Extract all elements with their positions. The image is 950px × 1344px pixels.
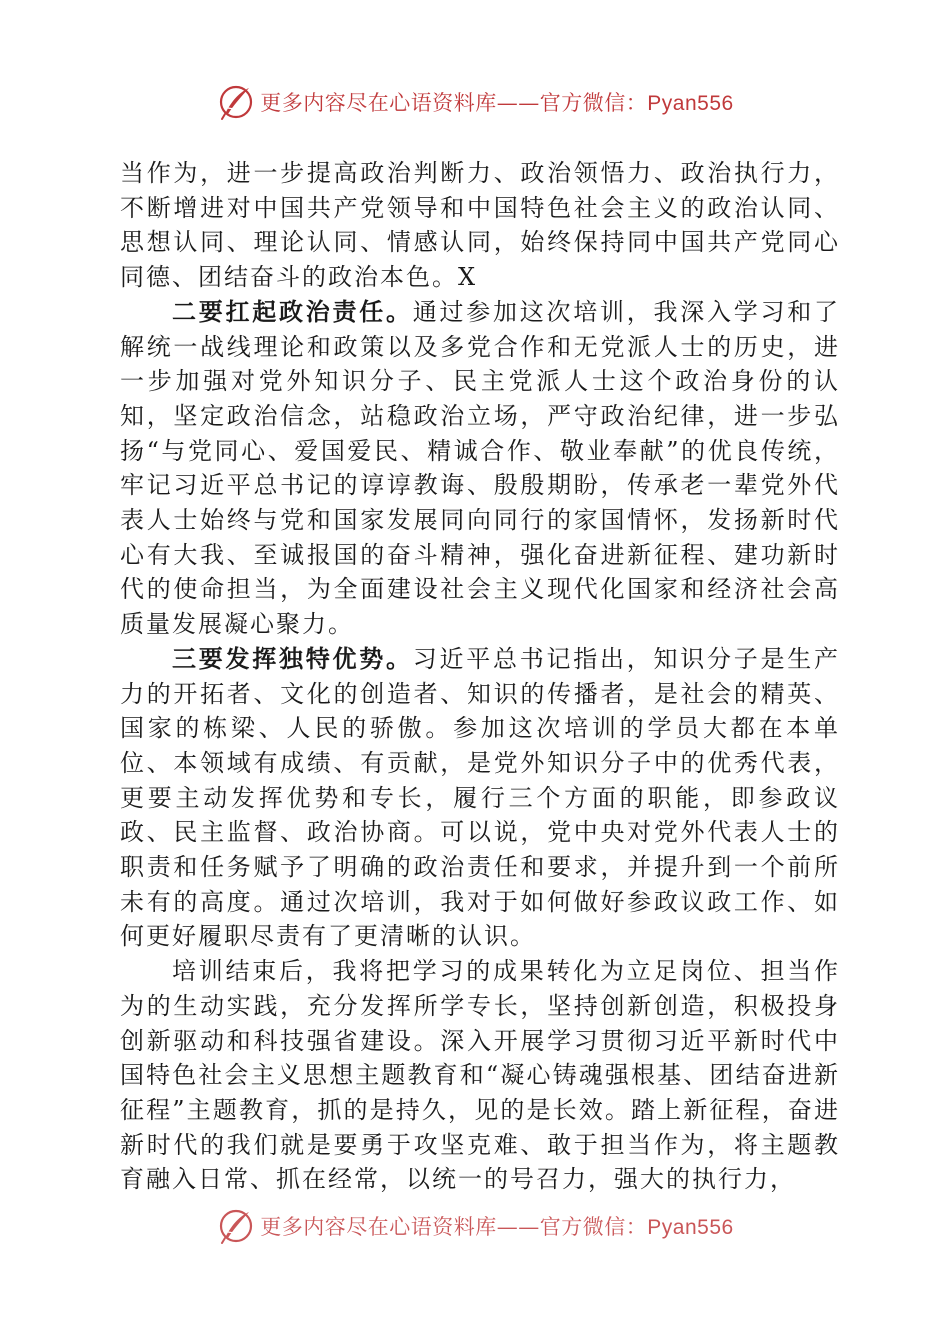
- watermark-label: 官方微信：: [539, 1215, 648, 1239]
- header-watermark: [0, 80, 950, 124]
- paragraph-text: 培训结束后，我将把学习的成果转化为立足岗位、担当作为的生动实践，充分发挥所学专长，坚持创新创造，积极投身创新驱动和科技强省建设。深入开展学习贯彻习近平新时代中国特色社会主义思想主题教育和“凝心铸魂强根基、团结奋进新征程”主题教育，抓的是持久，见的是长效。踏上新征程，奋进新时代的我们就是要勇于攻坚克难、敢于担当作为，将主题教育融入日常、抓在经常，以统一的号召力，强大的执行力，: [120, 957, 840, 1194]
- paragraph-after-training: [120, 954, 840, 1197]
- document-body: [120, 156, 840, 1197]
- paragraph-lead-heading: 二要扛起政治责任。: [172, 296, 413, 326]
- paragraph-continuation: [120, 156, 840, 295]
- watermark-wechat-id: Pyan556: [647, 1216, 734, 1239]
- watermark-dash: ——: [496, 1215, 540, 1239]
- paragraph-text: 通过参加这次培训，我深入学习和了解统一战线理论和政策以及多党合作和无党派人士的历史，进一步加强对党外知识分子、民主党派人士这个政治身份的认知，坚定政治信念，站稳政治立场，严守政治纪律，进一步弘扬“与党同心、爱国爱民、精诚合作、敬业奉献”的优良传统，牢记习近平总书记的谆谆教诲、殷殷期盼，传承老一辈党外代表人士始终与党和国家发展同向同行的家国情怀，发扬新时代心有大我、至诚报国的奋斗精神，强化奋进新征程、建功新时代的使命担当，为全面建设社会主义现代化国家和经济社会高质量发展凝心聚力。: [120, 297, 840, 639]
- paragraph-text: 习近平总书记指出，知识分子是生产力的开拓者、文化的创造者、知识的传播者，是社会的精英、国家的栋梁、人民的骄傲。参加这次培训的学员大都在本单位、本领域有成绩、有贡献，是党外知识分子中的优秀代表，更要主动发挥优势和专长，履行三个方面的职能，即参政议政、民主监督、政治协商。可以说，党中央对党外代表人士的职责和任务赋予了明确的政治责任和要求，并提升到一个前所未有的高度。通过次培训，我对于如何做好参政议政工作、如何更好履职尽责有了更清晰的认识。: [120, 644, 840, 951]
- watermark-main: 更多内容尽在心语资料库: [260, 91, 497, 115]
- watermark-group: [216, 1206, 733, 1246]
- paragraph-political-responsibility: [120, 295, 840, 642]
- paragraph-unique-advantages: [120, 642, 840, 954]
- watermark-group: [216, 82, 733, 122]
- watermark-main: 更多内容尽在心语资料库: [260, 1215, 497, 1239]
- watermark-label: 官方微信：: [539, 91, 648, 115]
- watermark-text: [260, 1211, 733, 1241]
- watermark-wechat-id: Pyan556: [647, 92, 734, 115]
- paragraph-text: 当作为，进一步提高政治判断力、政治领悟力、政治执行力，不断增进对中国共产党领导和中国特色社会主义的政治认同、思想认同、理论认同、情感认同，始终保持同中国共产党同心同德、团结奋斗的政治本色。X: [120, 159, 840, 292]
- watermark-text: [260, 87, 733, 117]
- watermark-dash: ——: [496, 91, 540, 115]
- footer-watermark: [0, 1204, 950, 1248]
- quill-logo-icon: [216, 1206, 256, 1246]
- paragraph-lead-heading: 三要发挥独特优势。: [172, 643, 413, 673]
- quill-logo-icon: [216, 82, 256, 122]
